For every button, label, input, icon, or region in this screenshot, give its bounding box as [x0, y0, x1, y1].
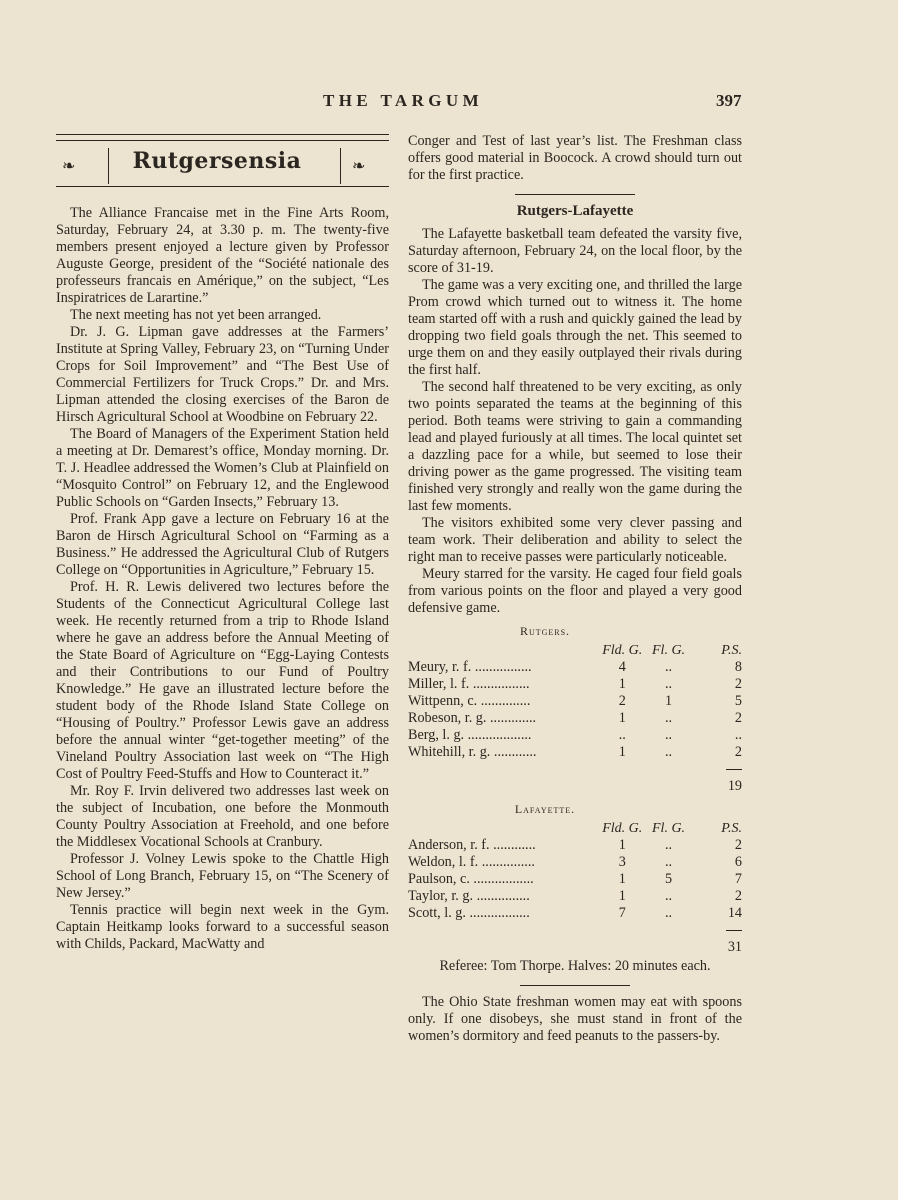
box-top-rule-2 [56, 140, 389, 141]
game-paragraph: The Lafayette basketball team defeated the varsity five, Saturday afternoon, February 24, on the local floor, by the score of 31-19. [408, 226, 742, 276]
paragraph-app: Prof. Frank App gave a lecture on February 16 at the Baron de Hirsch Agricultural School on “Farming as a Business.” He addressed the Agricultural Club of Rutgers College on “Opportunities in Agriculture,” February 15. [56, 511, 389, 578]
fleuron-left-icon: ❧ [62, 156, 76, 175]
team-total: 31 [727, 939, 742, 955]
table-row: Scott, l. g. ................. 7 .. 14 [408, 905, 742, 921]
department-title: Rutgersensia [132, 148, 302, 174]
total-rule-row [408, 761, 742, 778]
total-row [408, 939, 742, 956]
game-title: Rutgers-Lafayette [516, 203, 634, 219]
total-dash [726, 769, 742, 770]
total-row [408, 778, 742, 795]
left-column [56, 205, 389, 953]
column-header: Fld. G. [602, 643, 643, 658]
game-paragraph: The visitors exhibited some very clever passing and team work. Their deliberation and ability to select the right man to receive passes were particularly noticeable. [408, 515, 742, 565]
total-dash [726, 930, 742, 931]
paragraph-tennis: Tennis practice will begin next week in the Gym. Captain Heitkamp looks forward to a successful season with Childs, Packard, MacWatty and [56, 902, 389, 952]
team-total: 19 [727, 778, 742, 794]
column-header: P.S. [721, 821, 742, 836]
table-header-row [408, 820, 742, 837]
column-header: Fl. G. [652, 643, 686, 658]
box-score-lafayette [408, 820, 742, 956]
page-number: 397 [716, 91, 742, 110]
left-divider [108, 148, 109, 184]
game-paragraph: Meury starred for the varsity. He caged four field goals from various points on the floor and played a very good defensive game. [408, 566, 742, 616]
paragraph-ohio-state: The Ohio State freshman women may eat with spoons only. If one disobeys, she must stand in front of the women’s dormitory and feed peanuts to the passers-by. [408, 994, 742, 1044]
table-row: Robeson, r. g. ............. 1 .. 2 [408, 710, 742, 726]
paragraph-tennis-cont: Conger and Test of last year’s list. The Freshman class offers good material in Boocock. A crowd should turn out for the first practice. [408, 133, 742, 183]
column-header: P.S. [721, 643, 742, 658]
paragraph-lewis: Prof. H. R. Lewis delivered two lectures before the Students of the Connecticut Agricultural College last week. He recently returned from a trip to Rhode Island where he gave an address before the Annual Meeting of the State Board of Agriculture on “Egg-Laying Contests and their Contributions to our Fund of Poultry Knowledge.” He gave an illustrated lecture before the student body of the Rhode Island State College on “Housing of Poultry.” Professor Lewis gave an address before the annual winter “get-together meeting” of the Vineland Poultry Association last week on “The High Cost of Poultry Feed-Stuffs and How to Counteract it.” [56, 579, 389, 782]
table-header-row [408, 642, 742, 659]
box-score-rutgers [408, 642, 742, 795]
table-row: Anderson, r. f. ............ 1 .. 2 [408, 837, 742, 853]
section-divider [520, 985, 630, 986]
total-rule-row [408, 922, 742, 939]
game-paragraph: The game was a very exciting one, and thrilled the large Prom crowd which turned out to witness it. The home team started off with a rush and quickly gained the lead by dropping two field goals through the net. This seemed to urge them on and they easily outplayed their rivals during the first half. [408, 277, 742, 378]
table-row: Whitehill, r. g. ............ 1 .. 2 [408, 744, 742, 760]
team-title-rutgers: Rutgers. [519, 624, 571, 638]
team-title-lafayette: Lafayette. [514, 802, 576, 816]
fleuron-right-icon: ❧ [352, 156, 366, 175]
referee-line: Referee: Tom Thorpe. Halves: 20 minutes each. [439, 958, 711, 974]
table-row: Miller, l. f. ................ 1 .. 2 [408, 676, 742, 692]
running-header: THE TARGUM [323, 91, 484, 110]
table-row: Weldon, l. f. ............... 3 .. 6 [408, 854, 742, 870]
paragraph-volney-lewis: Professor J. Volney Lewis spoke to the Chattle High School of Long Branch, February 15, on “The Scenery of New Jersey.” [56, 851, 389, 901]
right-column [408, 133, 742, 1045]
table-row: Berg, l. g. .................. .. .. .. [408, 727, 742, 743]
paragraph-irvin: Mr. Roy F. Irvin delivered two addresses last week on the subject of Incubation, one before the Monmouth County Poultry Association at Freehold, and one before the Middlesex Vocational Schools at Cranbury. [56, 783, 389, 850]
right-divider [340, 148, 341, 184]
table-row: Paulson, c. ................. 1 5 7 [408, 871, 742, 887]
box-top-rule-1 [56, 134, 389, 135]
table-row: Taylor, r. g. ............... 1 .. 2 [408, 888, 742, 904]
column-header: Fl. G. [652, 821, 686, 836]
column-header: Fld. G. [602, 821, 643, 836]
section-divider [515, 194, 635, 195]
box-bottom-rule [56, 186, 389, 187]
table-row: Wittpenn, c. .............. 2 1 5 [408, 693, 742, 709]
paragraph-lipman: Dr. J. G. Lipman gave addresses at the Farmers’ Institute at Spring Valley, February 23, on “Turning Under Crops for Soil Improvement” and “The Best Use of Commercial Fertilizers for Truck Crops.” Dr. and Mrs. Lipman attended the closing exercises of the Baron de Hirsch Agricultural School at Woodbine on February 22. [56, 324, 389, 425]
table-row: Meury, r. f. ................ 4 .. 8 [408, 659, 742, 675]
department-header [56, 142, 389, 186]
paragraph-next-meeting: The next meeting has not yet been arranged. [70, 307, 322, 323]
paragraph-board: The Board of Managers of the Experiment Station held a meeting at Dr. Demarest’s office, Monday morning. Dr. T. J. Headlee addressed the Women’s Club at Plainfield on “Mosquito Control” on February 12, and the Englewood Public Schools on “Garden Insects,” February 13. [56, 426, 389, 510]
paragraph-alliance: The Alliance Francaise met in the Fine Arts Room, Saturday, February 24, at 3.30 p. m. The twenty-five members present enjoyed a lecture given by Professor Auguste George, president of the “Société nationale des professeurs francais en Amérique,” on the subject, “Les Inspiratrices de Larartine.” [56, 205, 389, 306]
game-paragraph: The second half threatened to be very exciting, as only two points separated the teams at the beginning of this period. Both teams were striving to gain a commanding lead and played furiously at all times. The local quintet set a dazzling pace for a while, but seemed to lose their driving power as the game progressed. The visiting team finished very strongly and really won the game during the last few moments. [408, 379, 742, 514]
